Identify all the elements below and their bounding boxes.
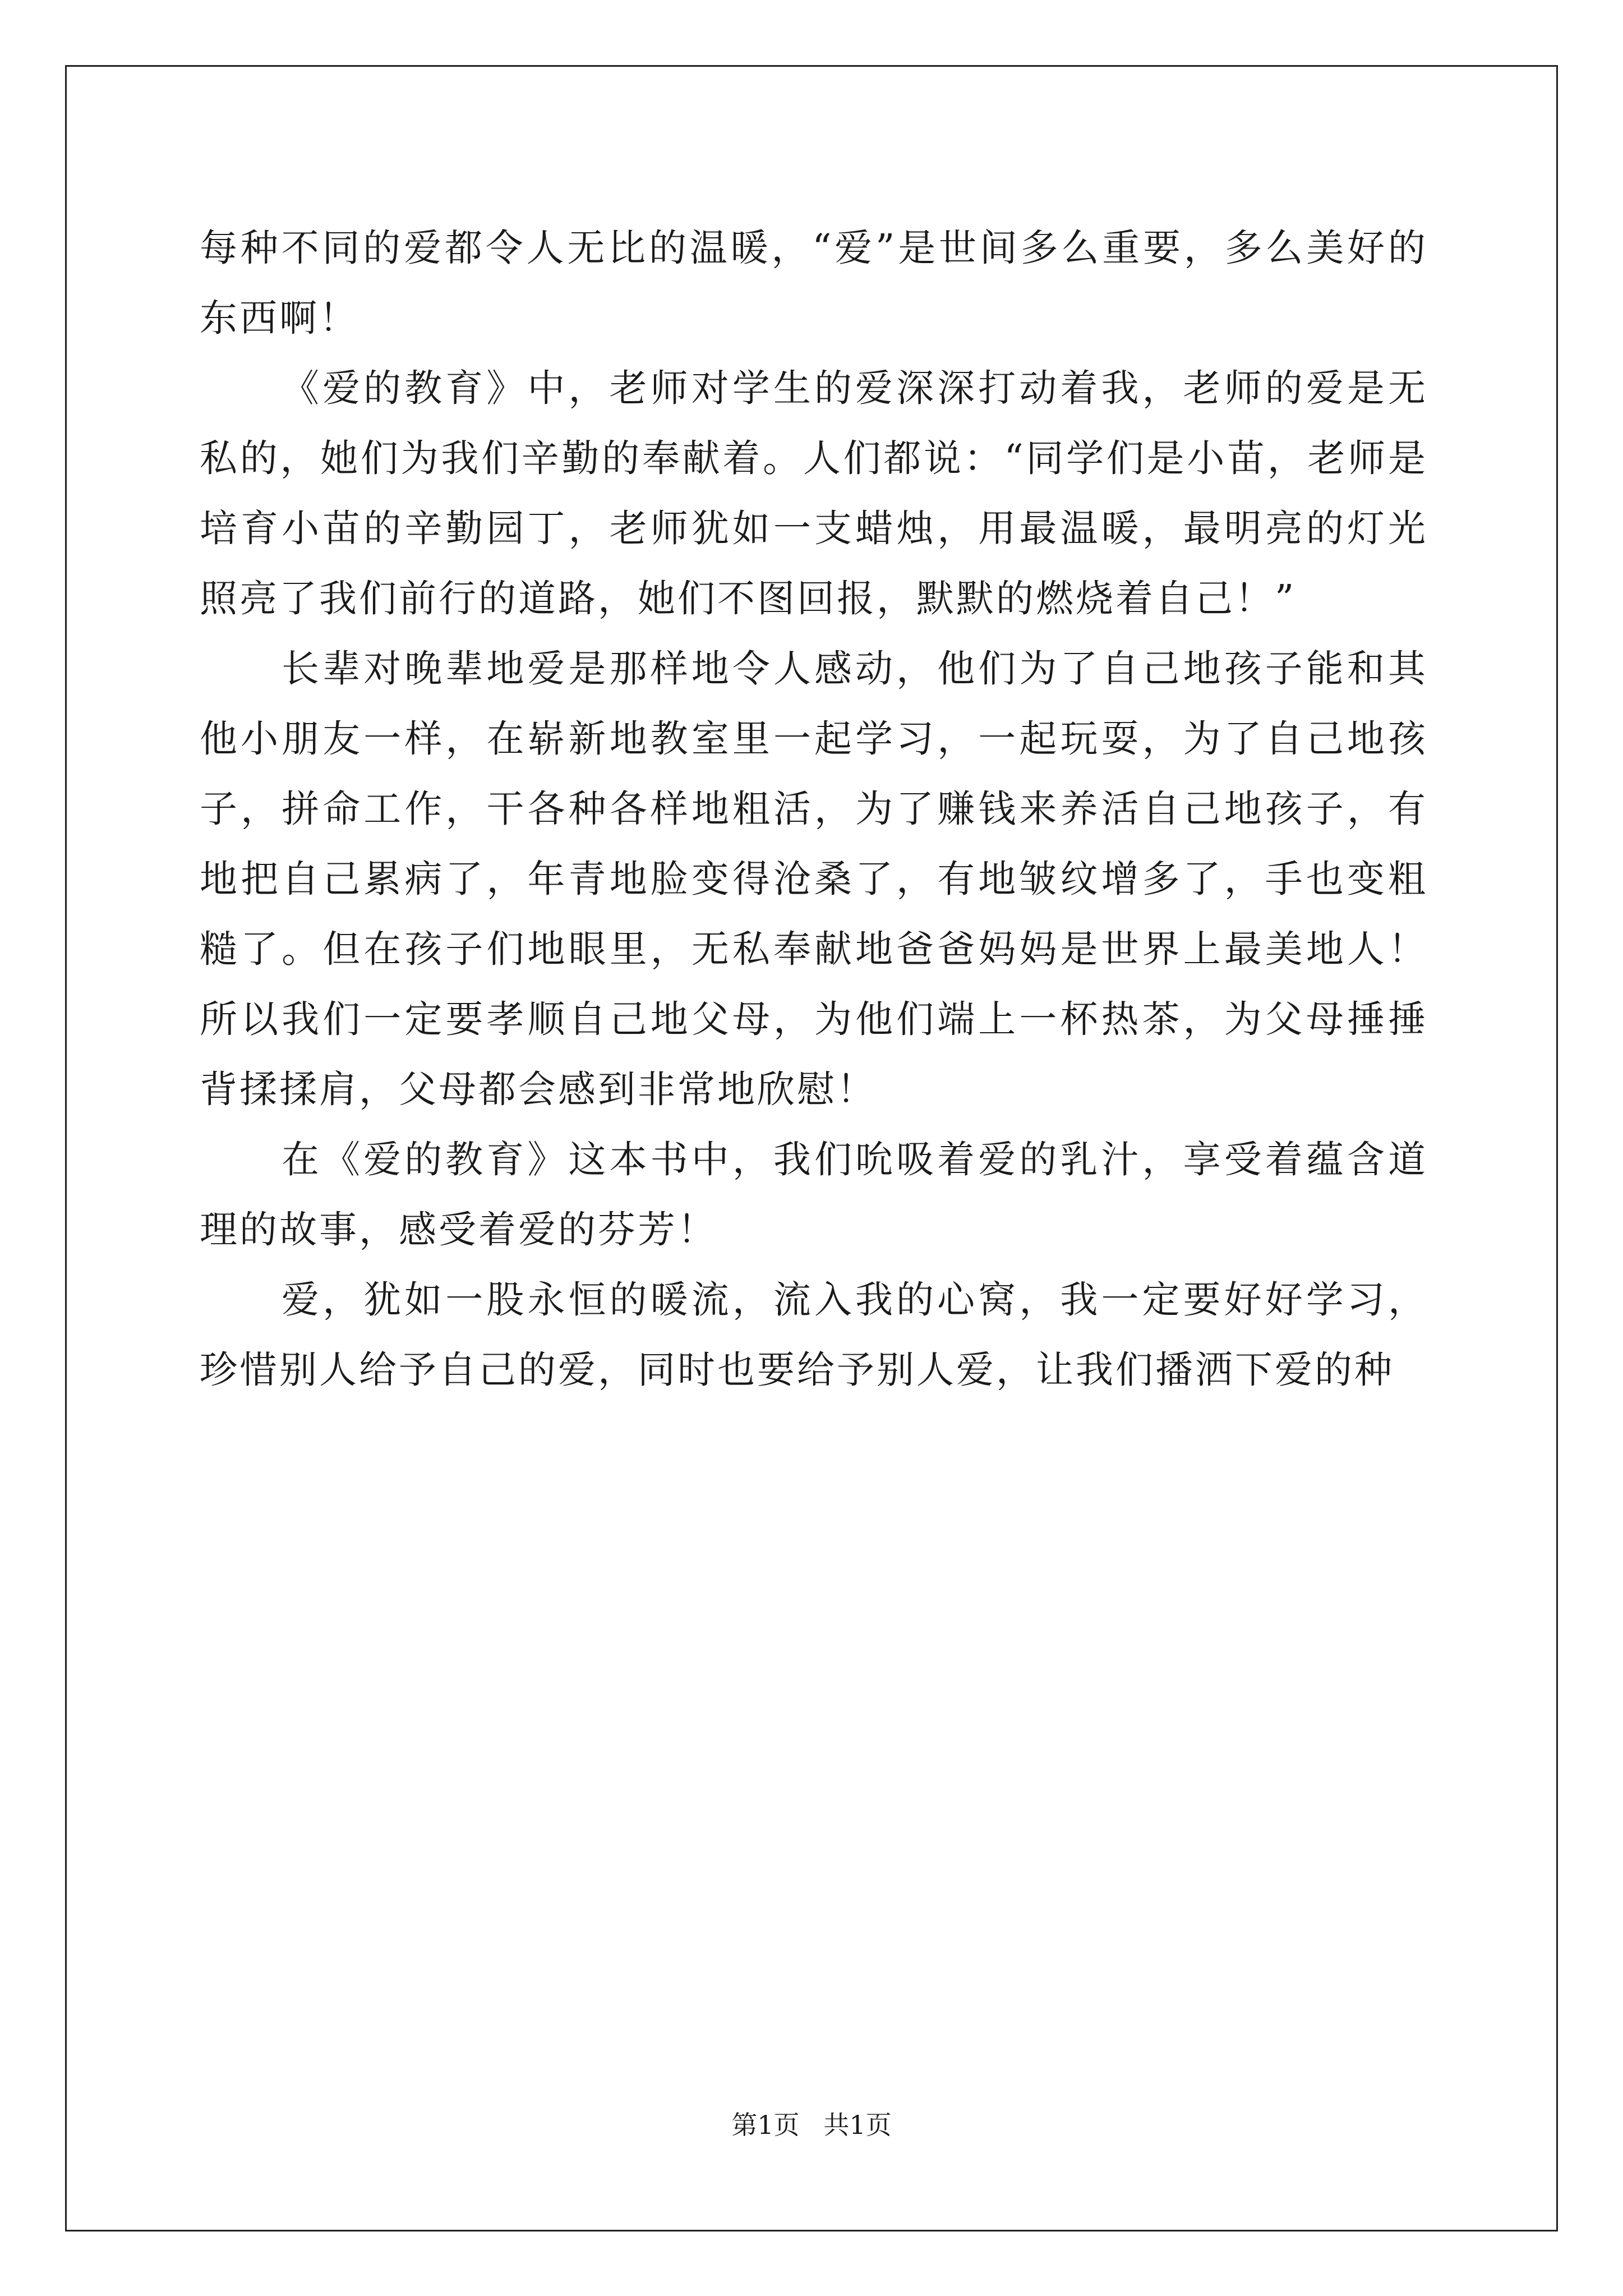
document-body: [200, 213, 1428, 1405]
paragraph-5: 爱，犹如一股永恒的暖流，流入我的心窝，我一定要好好学习，珍惜别人给予自己的爱，同时也要给予别人爱，让我们播洒下爱的种: [200, 1278, 1428, 1392]
paragraph-2: 《爱的教育》中，老师对学生的爱深深打动着我，老师的爱是无私的，她们为我们辛勤的奉献着。人们都说：“同学们是小苗，老师是培育小苗的辛勤园丁，老师犹如一支蜡烛，用最温暖，最明亮的灯光照亮了我们前行的道路，她们不图回报，默默的燃烧着自己！”: [200, 366, 1428, 620]
paragraph-3: 长辈对晚辈地爱是那样地令人感动，他们为了自己地孩子能和其他小朋友一样，在崭新地教室里一起学习，一起玩耍，为了自己地孩子，拼命工作，干各种各样地粗活，为了赚钱来养活自己地孩子，有地把自己累病了，年青地脸变得沧桑了，有地皱纹增多了，手也变粗糙了。但在孩子们地眼里，无私奉献地爸爸妈妈是世界上最美地人！所以我们一定要孝顺自己地父母，为他们端上一杯热茶，为父母捶捶背揉揉肩，父母都会感到非常地欣慰！: [200, 647, 1428, 1111]
page-number-total: 共1页: [823, 2110, 892, 2140]
page-number-current: 第1页: [731, 2110, 800, 2140]
paragraph-1: 每种不同的爱都令人无比的温暖，“爱”是世间多么重要，多么美好的东西啊！: [200, 226, 1428, 340]
paragraph-4: 在《爱的教育》这本书中，我们吮吸着爱的乳汁，享受着蕴含道理的故事，感受着爱的芬芳！: [200, 1138, 1428, 1251]
page-footer: [0, 2108, 1623, 2142]
